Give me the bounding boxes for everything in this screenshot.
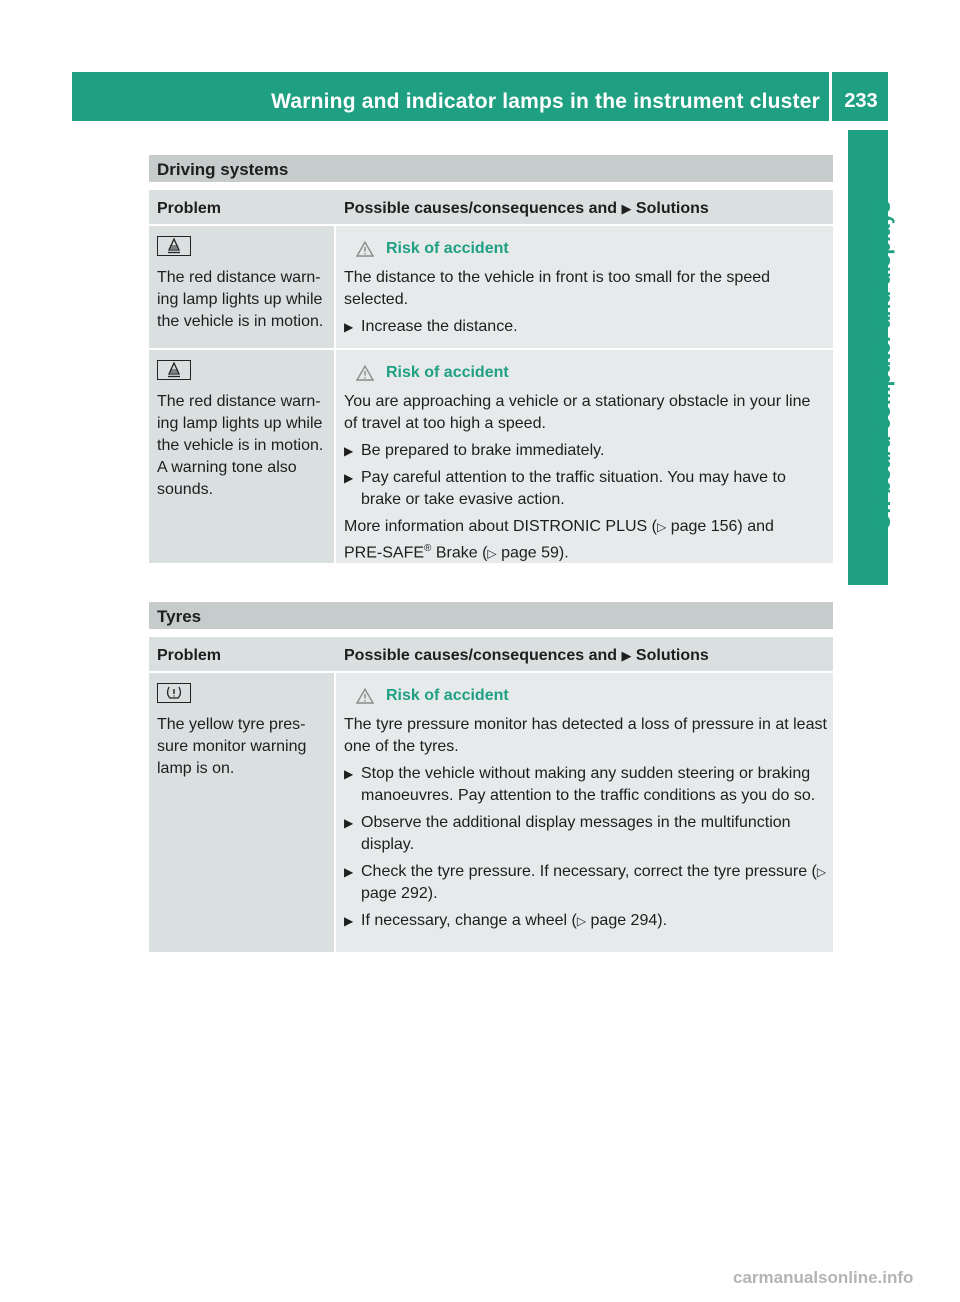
page-ref-icon: ▷ <box>576 914 587 928</box>
column-causes-text: Possible causes/consequences and <box>344 647 618 664</box>
risk-label: Risk of accident <box>386 364 509 381</box>
problem-text: The yellow tyre pres-sure monitor warning lamp is on. <box>157 716 307 777</box>
column-causes <box>344 200 709 218</box>
solution-step <box>344 910 827 932</box>
step-text: Be prepared to brake immediately. <box>361 442 605 459</box>
solution-step <box>344 316 827 338</box>
column-causes <box>344 647 709 665</box>
risk-label: Risk of accident <box>386 240 509 257</box>
page-ref-link[interactable]: page 156) and <box>670 518 774 535</box>
page-header-title: Warning and indicator lamps in the instrument cluster <box>271 90 820 113</box>
table-row <box>149 226 833 348</box>
step-text <box>361 910 667 932</box>
problem-cell <box>149 350 334 563</box>
solution-cell <box>336 350 833 563</box>
solution-step <box>344 812 827 856</box>
cause-text: You are approaching a vehicle or a stationary obstacle in your line of travel at too high a speed. <box>344 393 811 432</box>
distance-warning-lamp-icon <box>157 236 191 256</box>
problem-cell <box>149 673 334 952</box>
table-header <box>149 637 833 671</box>
problem-cell <box>149 226 334 348</box>
driving-systems-section <box>149 155 833 563</box>
solution-step <box>344 861 827 905</box>
step-arrow-icon: ▶ <box>344 444 354 458</box>
step-arrow-icon: ▶ <box>344 865 354 879</box>
page-ref-link[interactable]: page 294). <box>590 912 668 929</box>
pre-safe-text: PRE-SAFE <box>344 544 425 562</box>
step-text-part: If necessary, change a wheel ( <box>361 912 577 929</box>
distance-warning-lamp-icon <box>157 360 191 380</box>
section-title: Tyres <box>149 602 833 629</box>
side-tab-label: On-board computer and displays <box>872 200 895 530</box>
solution-cell <box>336 226 833 348</box>
tyre-pressure-lamp-icon <box>157 683 191 703</box>
header-bar <box>72 72 888 121</box>
step-text: Increase the distance. <box>361 318 518 335</box>
tyres-section <box>149 602 833 952</box>
step-text: Stop the vehicle without making any sudden steering or braking manoeuvres. Pay attention to the traffic conditions as you do so. <box>361 765 816 804</box>
column-problem: Problem <box>157 647 222 664</box>
step-text: Pay careful attention to the traffic situation. You may have to brake or take evasive action. <box>361 469 786 508</box>
page-number: 233 <box>844 90 878 112</box>
solution-arrow-icon: ▶ <box>621 201 632 216</box>
registered-mark: ® <box>424 543 432 554</box>
step-text-part: Check the tyre pressure. If necessary, correct the tyre pressure ( <box>361 863 817 880</box>
solution-step <box>344 440 827 462</box>
risk-heading <box>356 685 827 707</box>
warning-triangle-icon <box>356 241 374 257</box>
more-info-text <box>344 516 827 564</box>
warning-triangle-icon <box>356 365 374 381</box>
table-header <box>149 190 833 224</box>
solution-arrow-icon: ▶ <box>621 648 632 663</box>
header-separator <box>829 72 832 121</box>
page-ref-icon: ▷ <box>816 865 827 879</box>
column-causes-text: Possible causes/consequences and <box>344 200 618 217</box>
column-solutions-text: Solutions <box>635 647 709 664</box>
table-row <box>149 673 833 952</box>
cause-text: The tyre pressure monitor has detected a loss of pressure in at least one of the tyres. <box>344 716 827 755</box>
warning-triangle-icon <box>356 688 374 704</box>
step-arrow-icon: ▶ <box>344 320 354 334</box>
step-arrow-icon: ▶ <box>344 767 354 781</box>
step-arrow-icon: ▶ <box>344 914 354 928</box>
brake-text: Brake ( <box>431 544 488 562</box>
problem-text: The red distance warn-ing lamp lights up while the vehicle is in motion. <box>157 269 324 330</box>
section-title: Driving systems <box>149 155 833 182</box>
risk-label: Risk of accident <box>386 687 509 704</box>
column-problem: Problem <box>157 200 222 217</box>
more-info-prefix: More information about DISTRONIC PLUS ( <box>344 518 657 535</box>
problem-text: The red distance warn-ing lamp lights up while the vehicle is in motion. A warning tone also sounds. <box>157 393 324 498</box>
page-ref-icon: ▷ <box>487 546 497 561</box>
table-row <box>149 350 833 563</box>
page-ref-icon: ▷ <box>657 520 667 534</box>
step-arrow-icon: ▶ <box>344 816 354 830</box>
page-ref-link[interactable]: page 292). <box>361 885 438 902</box>
page-ref-link[interactable]: page 59). <box>501 544 569 562</box>
footer-watermark: carmanualsonline.info <box>733 1268 914 1287</box>
column-solutions-text: Solutions <box>635 200 709 217</box>
cause-text: The distance to the vehicle in front is too small for the speed selected. <box>344 269 771 308</box>
step-arrow-icon: ▶ <box>344 471 354 485</box>
solution-step <box>344 467 827 511</box>
solution-step <box>344 763 827 807</box>
solution-cell <box>336 673 833 952</box>
step-text: Observe the additional display messages in the multifunction display. <box>361 814 791 853</box>
risk-heading <box>356 238 827 260</box>
step-text <box>361 861 827 905</box>
risk-heading <box>356 362 827 384</box>
